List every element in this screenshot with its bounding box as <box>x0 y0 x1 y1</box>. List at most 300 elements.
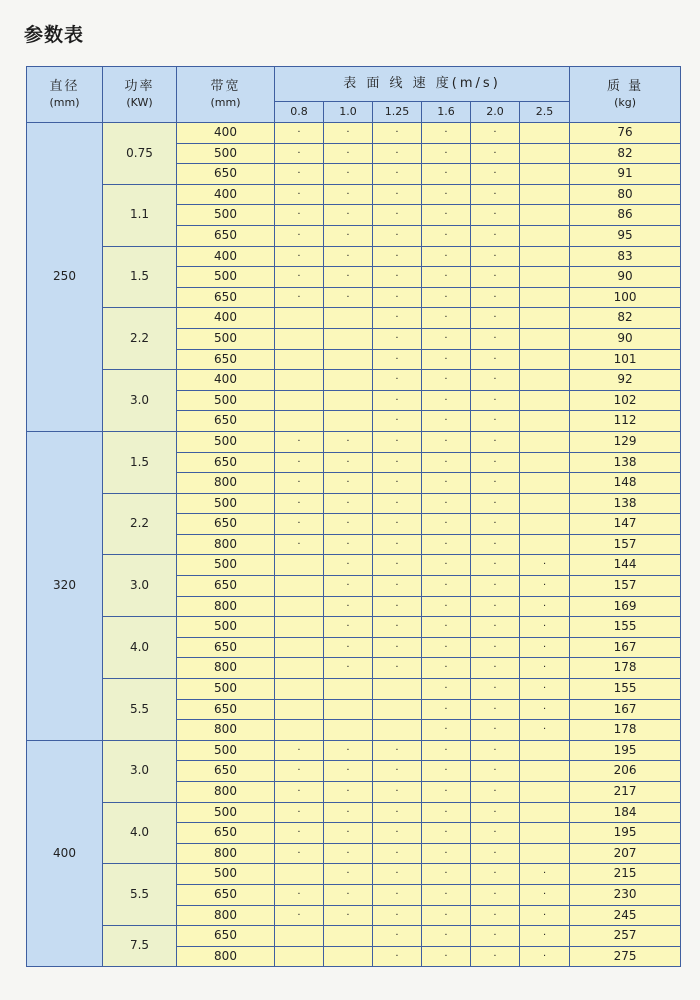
table-row <box>27 123 681 144</box>
speed-availability-cell: · <box>373 823 422 844</box>
speed-availability-cell: · <box>422 761 471 782</box>
speed-availability-cell: · <box>324 823 373 844</box>
speed-availability-cell <box>275 328 324 349</box>
speed-availability-cell: · <box>422 699 471 720</box>
speed-availability-cell <box>275 390 324 411</box>
speed-availability-cell <box>520 534 570 555</box>
width-cell: 800 <box>177 596 275 617</box>
speed-availability-cell <box>520 493 570 514</box>
width-cell: 400 <box>177 370 275 391</box>
speed-availability-cell: · <box>373 328 422 349</box>
diameter-cell: 400 <box>27 740 103 967</box>
speed-availability-cell: · <box>275 143 324 164</box>
speed-availability-cell: · <box>520 679 570 700</box>
speed-availability-cell: · <box>422 473 471 494</box>
speed-availability-cell: · <box>373 596 422 617</box>
speed-availability-cell: · <box>471 864 520 885</box>
mass-cell: 195 <box>570 740 681 761</box>
speed-availability-cell <box>275 596 324 617</box>
speed-availability-cell: · <box>471 370 520 391</box>
speed-availability-cell: · <box>275 246 324 267</box>
speed-availability-cell: · <box>471 493 520 514</box>
width-cell: 500 <box>177 205 275 226</box>
diameter-header-unit: (mm) <box>49 95 80 109</box>
speed-availability-cell: · <box>324 802 373 823</box>
speed-availability-cell: · <box>471 267 520 288</box>
width-cell: 650 <box>177 926 275 947</box>
speed-availability-cell: · <box>373 905 422 926</box>
speed-availability-cell: · <box>373 946 422 967</box>
width-cell: 500 <box>177 267 275 288</box>
speed-availability-cell: · <box>422 287 471 308</box>
speed-availability-cell: · <box>520 699 570 720</box>
width-cell: 500 <box>177 431 275 452</box>
speed-availability-cell <box>275 576 324 597</box>
speed-availability-cell: · <box>373 802 422 823</box>
speed-availability-cell <box>520 328 570 349</box>
speed-availability-cell: · <box>422 431 471 452</box>
speed-availability-cell: · <box>324 514 373 535</box>
speed-availability-cell: · <box>520 905 570 926</box>
speed-availability-cell: · <box>422 802 471 823</box>
speed-availability-cell: · <box>422 349 471 370</box>
speed-availability-cell: · <box>471 514 520 535</box>
speed-availability-cell: · <box>324 205 373 226</box>
mass-cell: 90 <box>570 267 681 288</box>
speed-availability-cell: · <box>324 782 373 803</box>
speed-availability-cell: · <box>471 225 520 246</box>
mass-cell: 80 <box>570 184 681 205</box>
power-cell: 1.5 <box>103 246 177 308</box>
mass-cell: 76 <box>570 123 681 144</box>
speed-availability-cell: · <box>520 637 570 658</box>
speed-availability-cell <box>275 349 324 370</box>
width-cell: 500 <box>177 740 275 761</box>
speed-availability-cell: · <box>471 555 520 576</box>
power-cell: 5.5 <box>103 864 177 926</box>
width-cell: 650 <box>177 576 275 597</box>
speed-availability-cell <box>520 184 570 205</box>
speed-availability-cell: · <box>324 761 373 782</box>
mass-cell: 90 <box>570 328 681 349</box>
speed-availability-cell: · <box>471 884 520 905</box>
mass-header <box>570 67 681 123</box>
speed-availability-cell: · <box>275 473 324 494</box>
mass-cell: 112 <box>570 411 681 432</box>
speed-availability-cell: · <box>324 864 373 885</box>
speed-availability-cell: · <box>275 123 324 144</box>
speed-availability-cell: · <box>422 596 471 617</box>
speed-availability-cell: · <box>422 143 471 164</box>
speed-availability-cell <box>324 308 373 329</box>
speed-availability-cell: · <box>275 802 324 823</box>
speed-availability-cell <box>324 328 373 349</box>
width-cell: 650 <box>177 452 275 473</box>
table-row <box>27 555 681 576</box>
speed-availability-cell: · <box>373 514 422 535</box>
mass-cell: 178 <box>570 658 681 679</box>
speed-availability-cell: · <box>471 452 520 473</box>
speed-availability-cell <box>520 514 570 535</box>
power-cell: 5.5 <box>103 679 177 741</box>
power-header-unit: (KW) <box>126 95 153 109</box>
speed-availability-cell: · <box>324 576 373 597</box>
speed-availability-cell <box>520 205 570 226</box>
speed-availability-cell: · <box>275 823 324 844</box>
speed-availability-cell: · <box>520 884 570 905</box>
speed-availability-cell: · <box>422 720 471 741</box>
speed-availability-cell: · <box>471 534 520 555</box>
mass-cell: 101 <box>570 349 681 370</box>
speed-availability-cell: · <box>471 576 520 597</box>
speed-availability-cell <box>373 720 422 741</box>
speed-availability-cell: · <box>471 328 520 349</box>
speed-availability-cell: · <box>520 946 570 967</box>
power-cell: 1.5 <box>103 431 177 493</box>
speed-availability-cell <box>324 390 373 411</box>
width-cell: 650 <box>177 164 275 185</box>
speed-availability-cell: · <box>422 328 471 349</box>
width-cell: 650 <box>177 884 275 905</box>
speed-availability-cell: · <box>520 926 570 947</box>
speed-availability-cell: · <box>324 287 373 308</box>
mass-cell: 138 <box>570 493 681 514</box>
mass-header-label: 质 量 <box>606 79 644 95</box>
speed-availability-cell: · <box>275 184 324 205</box>
speed-availability-cell: · <box>275 225 324 246</box>
diameter-cell: 250 <box>27 123 103 432</box>
speed-availability-cell: · <box>324 555 373 576</box>
speed-availability-cell: · <box>373 843 422 864</box>
speed-availability-cell <box>520 349 570 370</box>
width-cell: 500 <box>177 143 275 164</box>
speed-availability-cell: · <box>373 205 422 226</box>
speed-availability-cell: · <box>471 843 520 864</box>
speed-availability-cell: · <box>275 514 324 535</box>
table-row <box>27 617 681 638</box>
speed-availability-cell: · <box>422 884 471 905</box>
diameter-cell: 320 <box>27 431 103 740</box>
speed-availability-cell: · <box>324 431 373 452</box>
speed-availability-cell <box>520 164 570 185</box>
speed-availability-cell <box>520 843 570 864</box>
speed-availability-cell: · <box>373 473 422 494</box>
power-cell: 7.5 <box>103 926 177 967</box>
speed-availability-cell <box>324 720 373 741</box>
speed-availability-cell: · <box>471 823 520 844</box>
power-cell: 3.0 <box>103 740 177 802</box>
mass-cell: 169 <box>570 596 681 617</box>
width-cell: 800 <box>177 946 275 967</box>
width-cell: 650 <box>177 761 275 782</box>
speed-availability-cell: · <box>275 164 324 185</box>
speed-availability-cell: · <box>373 555 422 576</box>
speed-availability-cell: · <box>471 596 520 617</box>
mass-cell: 167 <box>570 699 681 720</box>
speed-availability-cell: · <box>373 493 422 514</box>
speed-availability-cell: · <box>373 431 422 452</box>
speed-availability-cell <box>520 267 570 288</box>
width-cell: 800 <box>177 534 275 555</box>
speed-availability-cell: · <box>324 493 373 514</box>
speed-availability-cell: · <box>471 308 520 329</box>
speed-availability-cell: · <box>373 761 422 782</box>
power-cell: 0.75 <box>103 123 177 185</box>
width-cell: 650 <box>177 411 275 432</box>
speed-availability-cell: · <box>471 349 520 370</box>
mass-cell: 157 <box>570 534 681 555</box>
speed-availability-cell: · <box>422 555 471 576</box>
speed-availability-cell: · <box>471 143 520 164</box>
speed-availability-cell: · <box>275 452 324 473</box>
speed-availability-cell <box>324 946 373 967</box>
speed-availability-cell <box>275 946 324 967</box>
speed-availability-cell: · <box>422 823 471 844</box>
speed-availability-cell <box>275 637 324 658</box>
width-header-label: 带宽 <box>210 79 241 95</box>
speed-availability-cell: · <box>422 740 471 761</box>
table-row <box>27 802 681 823</box>
width-header <box>177 67 275 123</box>
speed-availability-cell: · <box>422 370 471 391</box>
table-row <box>27 184 681 205</box>
speed-availability-cell: · <box>324 617 373 638</box>
speed-availability-cell: · <box>275 782 324 803</box>
width-cell: 500 <box>177 328 275 349</box>
speed-availability-cell: · <box>520 864 570 885</box>
speed-availability-cell <box>520 431 570 452</box>
speed-availability-cell <box>275 411 324 432</box>
mass-cell: 257 <box>570 926 681 947</box>
power-cell: 3.0 <box>103 555 177 617</box>
width-cell: 500 <box>177 555 275 576</box>
mass-cell: 91 <box>570 164 681 185</box>
mass-cell: 230 <box>570 884 681 905</box>
width-cell: 500 <box>177 802 275 823</box>
speed-availability-cell: · <box>471 679 520 700</box>
speed-availability-cell: · <box>520 617 570 638</box>
width-cell: 400 <box>177 123 275 144</box>
speed-availability-cell: · <box>471 946 520 967</box>
width-cell: 650 <box>177 637 275 658</box>
speed-availability-cell <box>520 123 570 144</box>
width-cell: 650 <box>177 349 275 370</box>
power-cell: 3.0 <box>103 370 177 432</box>
speed-availability-cell <box>324 699 373 720</box>
speed-availability-cell: · <box>373 782 422 803</box>
speed-availability-cell: · <box>471 390 520 411</box>
speed-availability-cell: · <box>324 740 373 761</box>
mass-cell: 215 <box>570 864 681 885</box>
speed-availability-cell: · <box>422 946 471 967</box>
mass-cell: 245 <box>570 905 681 926</box>
speed-availability-cell: · <box>324 246 373 267</box>
speed-availability-cell: · <box>422 452 471 473</box>
speed-availability-cell: · <box>422 617 471 638</box>
speed-availability-cell <box>520 761 570 782</box>
speed-availability-cell: · <box>324 164 373 185</box>
speed-availability-cell: · <box>422 679 471 700</box>
power-cell: 2.2 <box>103 493 177 555</box>
speed-availability-cell: · <box>373 287 422 308</box>
power-header-label: 功率 <box>124 79 155 95</box>
speed-availability-cell: · <box>471 184 520 205</box>
speed-availability-cell: · <box>324 225 373 246</box>
width-cell: 500 <box>177 493 275 514</box>
speed-availability-cell: · <box>422 225 471 246</box>
speed-availability-cell <box>520 390 570 411</box>
mass-cell: 82 <box>570 143 681 164</box>
mass-cell: 184 <box>570 802 681 823</box>
width-cell: 400 <box>177 308 275 329</box>
speed-availability-cell <box>275 370 324 391</box>
speed-availability-cell: · <box>471 720 520 741</box>
speed-availability-cell: · <box>471 205 520 226</box>
power-cell: 1.1 <box>103 184 177 246</box>
speed-availability-cell <box>520 246 570 267</box>
mass-cell: 129 <box>570 431 681 452</box>
speed-availability-cell: · <box>471 637 520 658</box>
speed-availability-cell: · <box>275 843 324 864</box>
speed-value: 2.0 <box>471 102 520 123</box>
speed-availability-cell <box>324 926 373 947</box>
speed-availability-cell: · <box>373 884 422 905</box>
speed-value: 1.0 <box>324 102 373 123</box>
mass-cell: 157 <box>570 576 681 597</box>
speed-availability-cell: · <box>471 287 520 308</box>
speed-availability-cell: · <box>520 720 570 741</box>
speed-availability-cell: · <box>471 782 520 803</box>
mass-header-unit: (kg) <box>614 95 637 109</box>
mass-cell: 138 <box>570 452 681 473</box>
diameter-header-label: 直径 <box>49 79 80 95</box>
speed-availability-cell: · <box>520 596 570 617</box>
speed-availability-cell: · <box>471 740 520 761</box>
width-cell: 800 <box>177 473 275 494</box>
mass-cell: 144 <box>570 555 681 576</box>
speed-availability-cell: · <box>275 740 324 761</box>
speed-availability-cell <box>275 308 324 329</box>
speed-availability-cell: · <box>422 493 471 514</box>
speed-availability-cell: · <box>471 246 520 267</box>
speed-availability-cell <box>520 802 570 823</box>
width-cell: 650 <box>177 287 275 308</box>
width-cell: 800 <box>177 843 275 864</box>
speed-availability-cell <box>520 225 570 246</box>
speed-availability-cell <box>275 699 324 720</box>
speed-availability-cell: · <box>422 205 471 226</box>
speed-availability-cell: · <box>373 143 422 164</box>
speed-value: 2.5 <box>520 102 570 123</box>
speed-availability-cell <box>275 658 324 679</box>
speed-availability-cell: · <box>275 884 324 905</box>
speed-availability-cell: · <box>373 246 422 267</box>
speed-availability-cell: · <box>471 473 520 494</box>
speed-availability-cell <box>324 679 373 700</box>
speed-availability-cell: · <box>324 184 373 205</box>
speed-availability-cell: · <box>471 658 520 679</box>
mass-cell: 195 <box>570 823 681 844</box>
speed-availability-cell: · <box>373 123 422 144</box>
table-row <box>27 308 681 329</box>
table-body <box>27 123 681 967</box>
speed-availability-cell: · <box>471 761 520 782</box>
width-cell: 650 <box>177 699 275 720</box>
table-row <box>27 246 681 267</box>
page-title: 参数表 <box>24 24 85 46</box>
mass-cell: 275 <box>570 946 681 967</box>
speed-availability-cell: · <box>422 184 471 205</box>
speed-availability-cell: · <box>324 267 373 288</box>
speed-availability-cell <box>373 679 422 700</box>
speed-availability-cell <box>520 370 570 391</box>
mass-cell: 147 <box>570 514 681 535</box>
mass-cell: 100 <box>570 287 681 308</box>
speed-availability-cell <box>275 926 324 947</box>
speed-availability-cell: · <box>324 596 373 617</box>
mass-cell: 167 <box>570 637 681 658</box>
speed-availability-cell: · <box>324 123 373 144</box>
width-cell: 400 <box>177 184 275 205</box>
speed-availability-cell: · <box>275 267 324 288</box>
speed-availability-cell <box>520 473 570 494</box>
speed-availability-cell: · <box>520 658 570 679</box>
speed-availability-cell: · <box>422 843 471 864</box>
mass-cell: 82 <box>570 308 681 329</box>
speed-availability-cell: · <box>324 452 373 473</box>
speed-availability-cell: · <box>373 164 422 185</box>
width-cell: 650 <box>177 514 275 535</box>
speed-availability-cell: · <box>422 390 471 411</box>
speed-availability-cell: · <box>373 452 422 473</box>
speed-availability-cell: · <box>373 740 422 761</box>
width-cell: 500 <box>177 679 275 700</box>
speed-header: 表 面 线 速 度(m/s) <box>275 67 570 102</box>
power-cell: 4.0 <box>103 802 177 864</box>
speed-availability-cell: · <box>324 905 373 926</box>
speed-availability-cell: · <box>520 555 570 576</box>
speed-availability-cell: · <box>373 390 422 411</box>
speed-availability-cell: · <box>471 123 520 144</box>
speed-availability-cell: · <box>373 926 422 947</box>
speed-availability-cell: · <box>373 576 422 597</box>
speed-availability-cell: · <box>373 349 422 370</box>
speed-availability-cell: · <box>422 534 471 555</box>
width-cell: 500 <box>177 390 275 411</box>
parameter-table <box>26 66 681 967</box>
power-cell: 4.0 <box>103 617 177 679</box>
mass-cell: 207 <box>570 843 681 864</box>
speed-availability-cell: · <box>422 658 471 679</box>
speed-availability-cell: · <box>422 864 471 885</box>
speed-availability-cell: · <box>422 637 471 658</box>
speed-availability-cell: · <box>373 411 422 432</box>
speed-availability-cell <box>373 699 422 720</box>
speed-availability-cell: · <box>422 514 471 535</box>
speed-availability-cell: · <box>422 246 471 267</box>
speed-availability-cell: · <box>324 143 373 164</box>
speed-availability-cell: · <box>471 431 520 452</box>
mass-cell: 92 <box>570 370 681 391</box>
speed-availability-cell <box>520 740 570 761</box>
speed-availability-cell: · <box>373 658 422 679</box>
table-row <box>27 370 681 391</box>
speed-availability-cell <box>324 370 373 391</box>
width-cell: 650 <box>177 823 275 844</box>
diameter-header <box>27 67 103 123</box>
mass-cell: 155 <box>570 679 681 700</box>
speed-availability-cell: · <box>471 926 520 947</box>
